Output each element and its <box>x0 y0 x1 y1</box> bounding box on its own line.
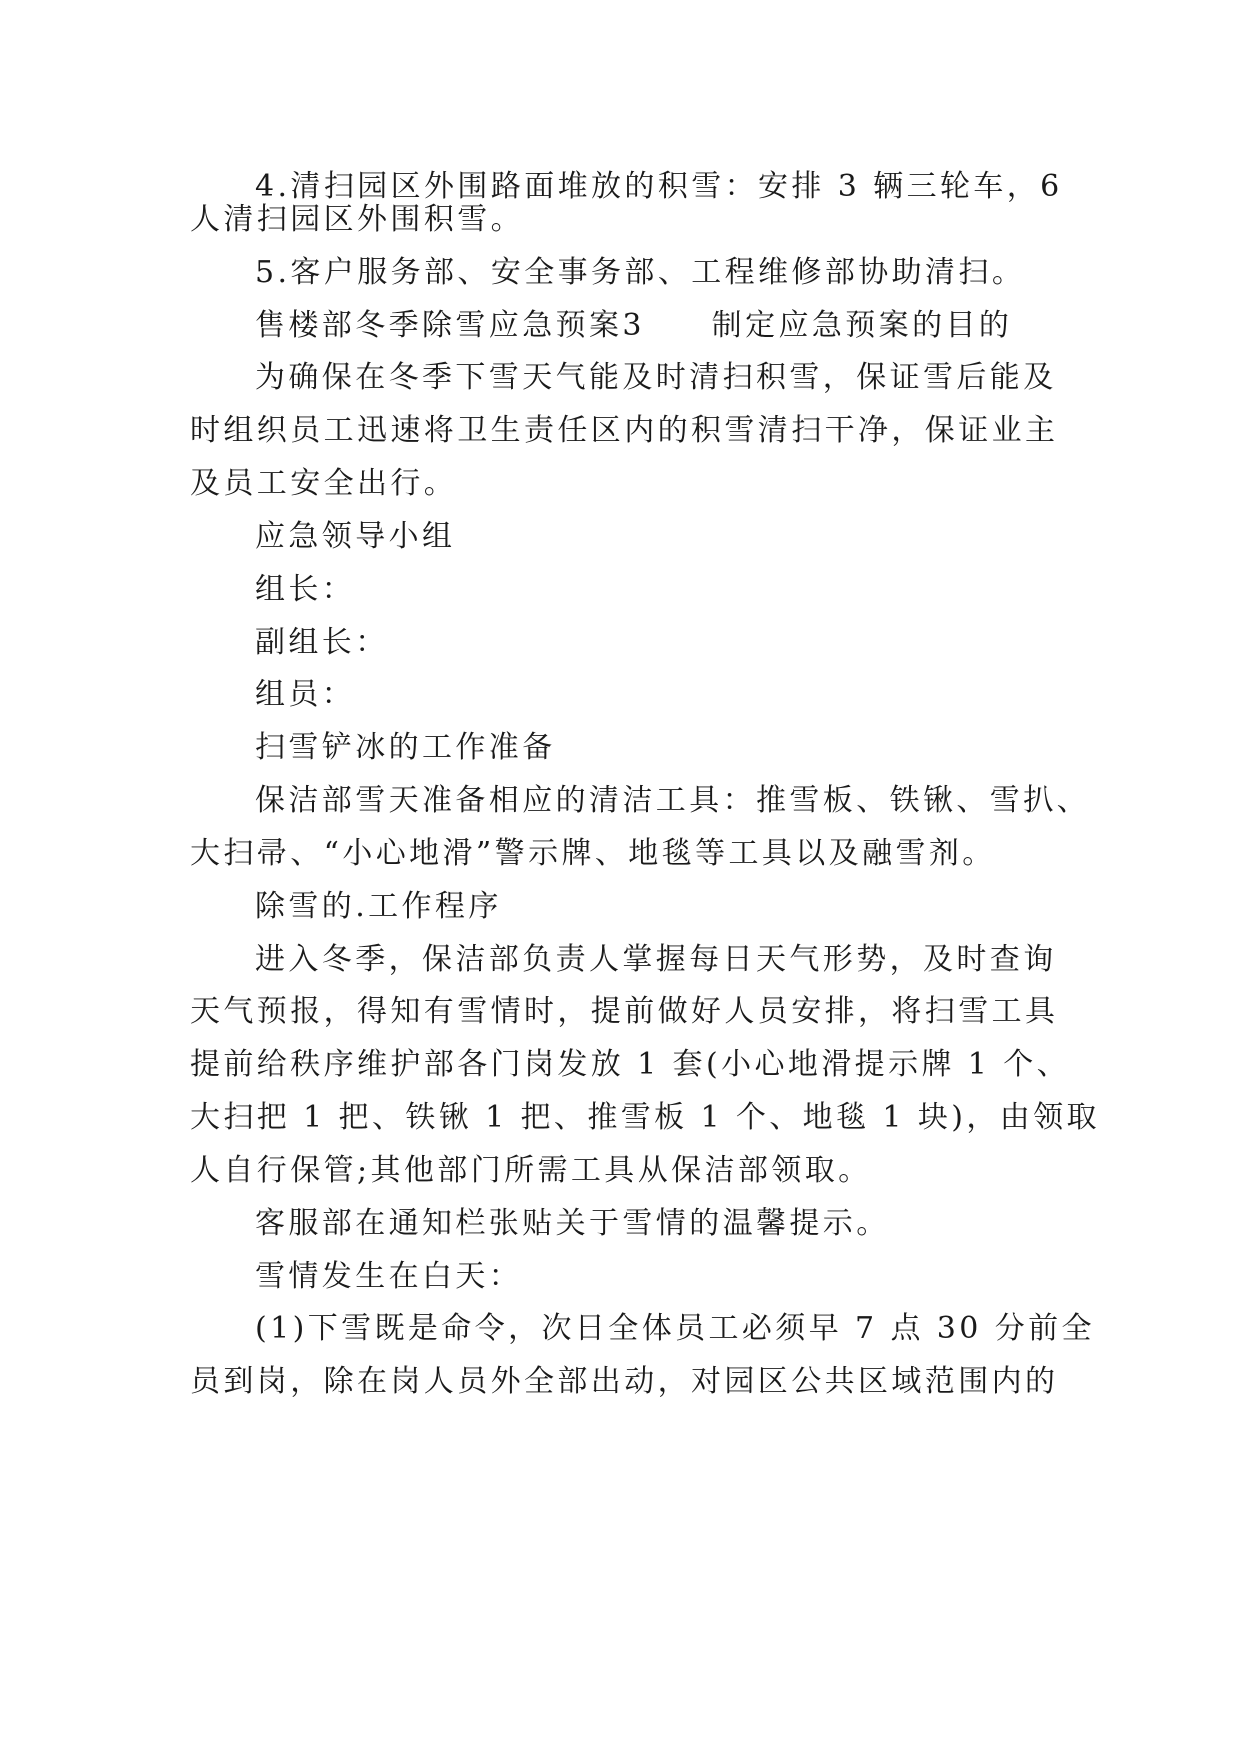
paragraph-line: 组长： <box>255 572 356 607</box>
paragraph-line: 雪情发生在白天： <box>255 1259 523 1294</box>
paragraph-line: 4.清扫园区外围路面堆放的积雪：安排 3 辆三轮车，6 <box>255 169 1063 204</box>
section-heading: 应急领导小组 <box>255 519 456 554</box>
section-heading: 除雪的.工作程序 <box>255 889 502 924</box>
paragraph-line: 时组织员工迅速将卫生责任区内的积雪清扫干净，保证业主 <box>190 413 1059 448</box>
paragraph-line: 人自行保管;其他部门所需工具从保洁部领取。 <box>190 1153 872 1188</box>
paragraph-line: 及员工安全出行。 <box>190 466 458 501</box>
paragraph-line: 提前给秩序维护部各门岗发放 1 套(小心地滑提示牌 1 个、 <box>190 1047 1071 1082</box>
paragraph-line: 为确保在冬季下雪天气能及时清扫积雪，保证雪后能及 <box>255 360 1057 395</box>
paragraph-line: 客服部在通知栏张贴关于雪情的温馨提示。 <box>255 1206 890 1241</box>
paragraph-line: 员到岗，除在岗人员外全部出动，对园区公共区域范围内的 <box>190 1364 1059 1399</box>
paragraph-line: 副组长： <box>255 625 389 660</box>
section-heading: 扫雪铲冰的工作准备 <box>255 730 556 765</box>
paragraph-line: 进入冬季，保洁部负责人掌握每日天气形势，及时查询 <box>255 942 1057 977</box>
paragraph-line: 组员： <box>255 677 356 712</box>
section-heading: 售楼部冬季除雪应急预案3 制定应急预案的目的 <box>255 308 1013 343</box>
paragraph-line: 5.客户服务部、安全事务部、工程维修部协助清扫。 <box>255 255 1026 290</box>
paragraph-line: 大扫把 1 把、铁锹 1 把、推雪板 1 个、地毯 1 块)，由领取 <box>190 1100 1100 1135</box>
paragraph-line: 保洁部雪天准备相应的清洁工具：推雪板、铁锹、雪扒、 <box>255 783 1090 818</box>
paragraph-line: 大扫帚、“小心地滑”警示牌、地毯等工具以及融雪剂。 <box>190 836 996 871</box>
paragraph-line: 天气预报，得知有雪情时，提前做好人员安排，将扫雪工具 <box>190 994 1059 1029</box>
paragraph-line: (1)下雪既是命令，次日全体员工必须早 7 点 30 分前全 <box>255 1311 1095 1346</box>
paragraph-line: 人清扫园区外围积雪。 <box>190 202 524 237</box>
